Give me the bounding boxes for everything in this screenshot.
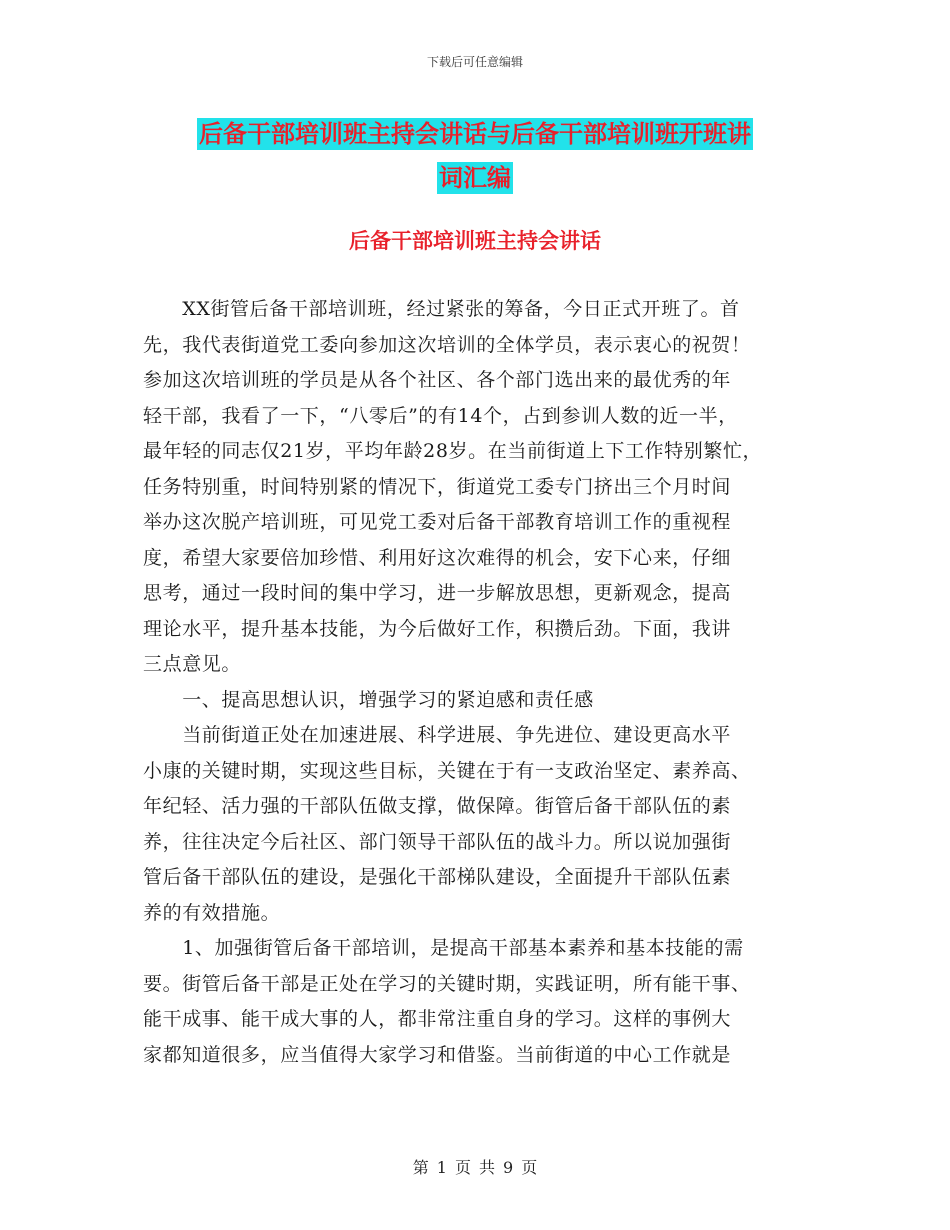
- title-highlight-1: 后备干部培训班主持会讲话与后备干部培训班开班讲: [199, 120, 751, 148]
- total-pages: 9: [503, 1158, 514, 1177]
- text-line: 轻干部，我看了一下，“八零后”的有14个，占到参训人数的近一半，: [143, 404, 738, 427]
- text-line: XX街管后备干部培训班，经过紧张的筹备，今日正式开班了。首: [143, 298, 740, 320]
- text-line: 度，希望大家要倍加珍惜、利用好这次难得的机会，安下心来，仔细: [143, 546, 732, 569]
- text-line: 1、加强街管后备干部培训，是提高干部基本素养和基本技能的需: [143, 937, 744, 959]
- text-line-heading: 一、提高思想认识，增强学习的紧迫感和责任感: [143, 688, 594, 711]
- section-title: 后备干部培训班主持会讲话: [349, 229, 601, 253]
- text-line: 当前街道正处在加速进展、科学进展、争先进位、建设更高水平: [143, 724, 732, 746]
- title-highlight-2: 词汇编: [439, 164, 511, 192]
- text-line: 小康的关键时期，实现这些目标，关键在于有一支政治坚定、素养高、: [143, 759, 751, 782]
- text-line: 理论水平，提升基本技能，为今后做好工作，积攒后劲。下面，我讲: [143, 617, 732, 640]
- page-unit: 页: [454, 1158, 471, 1177]
- body-text: [143, 292, 808, 1073]
- document-title-line-1: [0, 114, 950, 149]
- document-title-line-2: [0, 158, 950, 193]
- text-line: 最年轻的同志仅21岁，平均年龄28岁。在当前街道上下工作特别繁忙，: [143, 440, 763, 462]
- total-label: 共: [479, 1158, 496, 1177]
- text-line: 年纪轻、活力强的干部队伍做支撑，做保障。街管后备干部队伍的素: [143, 795, 732, 817]
- text-line: 能干成事、能干成大事的人，都非常注重自身的学习。这样的事例大: [143, 1008, 732, 1030]
- header-note: 下载后可任意编辑: [426, 55, 523, 69]
- total-unit: 页: [521, 1158, 538, 1177]
- page-footer: [0, 1155, 950, 1178]
- text-line: 参加这次培训班的学员是从各个社区、各个部门选出来的最优秀的年: [143, 369, 732, 391]
- text-line: 思考，通过一段时间的集中学习，进一步解放思想，更新观念，提高: [143, 582, 732, 604]
- text-line: 要。街管后备干部是正处在学习的关键时期，实践证明，所有能干事、: [143, 972, 751, 995]
- page-label: 第: [412, 1158, 429, 1177]
- text-line: 举办这次脱产培训班，可见党工委对后备干部教育培训工作的重视程: [143, 511, 732, 533]
- text-line: 管后备干部队伍的建设，是强化干部梯队建设，全面提升干部队伍素: [143, 866, 732, 888]
- text-line: 养，往往决定今后社区、部门领导干部队伍的战斗力。所以说加强街: [143, 830, 732, 853]
- text-line: 家都知道很多，应当值得大家学习和借鉴。当前街道的中心工作就是: [143, 1043, 732, 1066]
- page-number: 1: [436, 1158, 447, 1177]
- text-line: 任务特别重，时间特别紧的情况下，街道党工委专门挤出三个月时间: [143, 475, 732, 498]
- text-line: 养的有效措施。: [143, 901, 281, 924]
- text-line: 三点意见。: [143, 653, 242, 675]
- text-line: 先，我代表街道党工委向参加这次培训的全体学员，表示衷心的祝贺！: [143, 333, 751, 356]
